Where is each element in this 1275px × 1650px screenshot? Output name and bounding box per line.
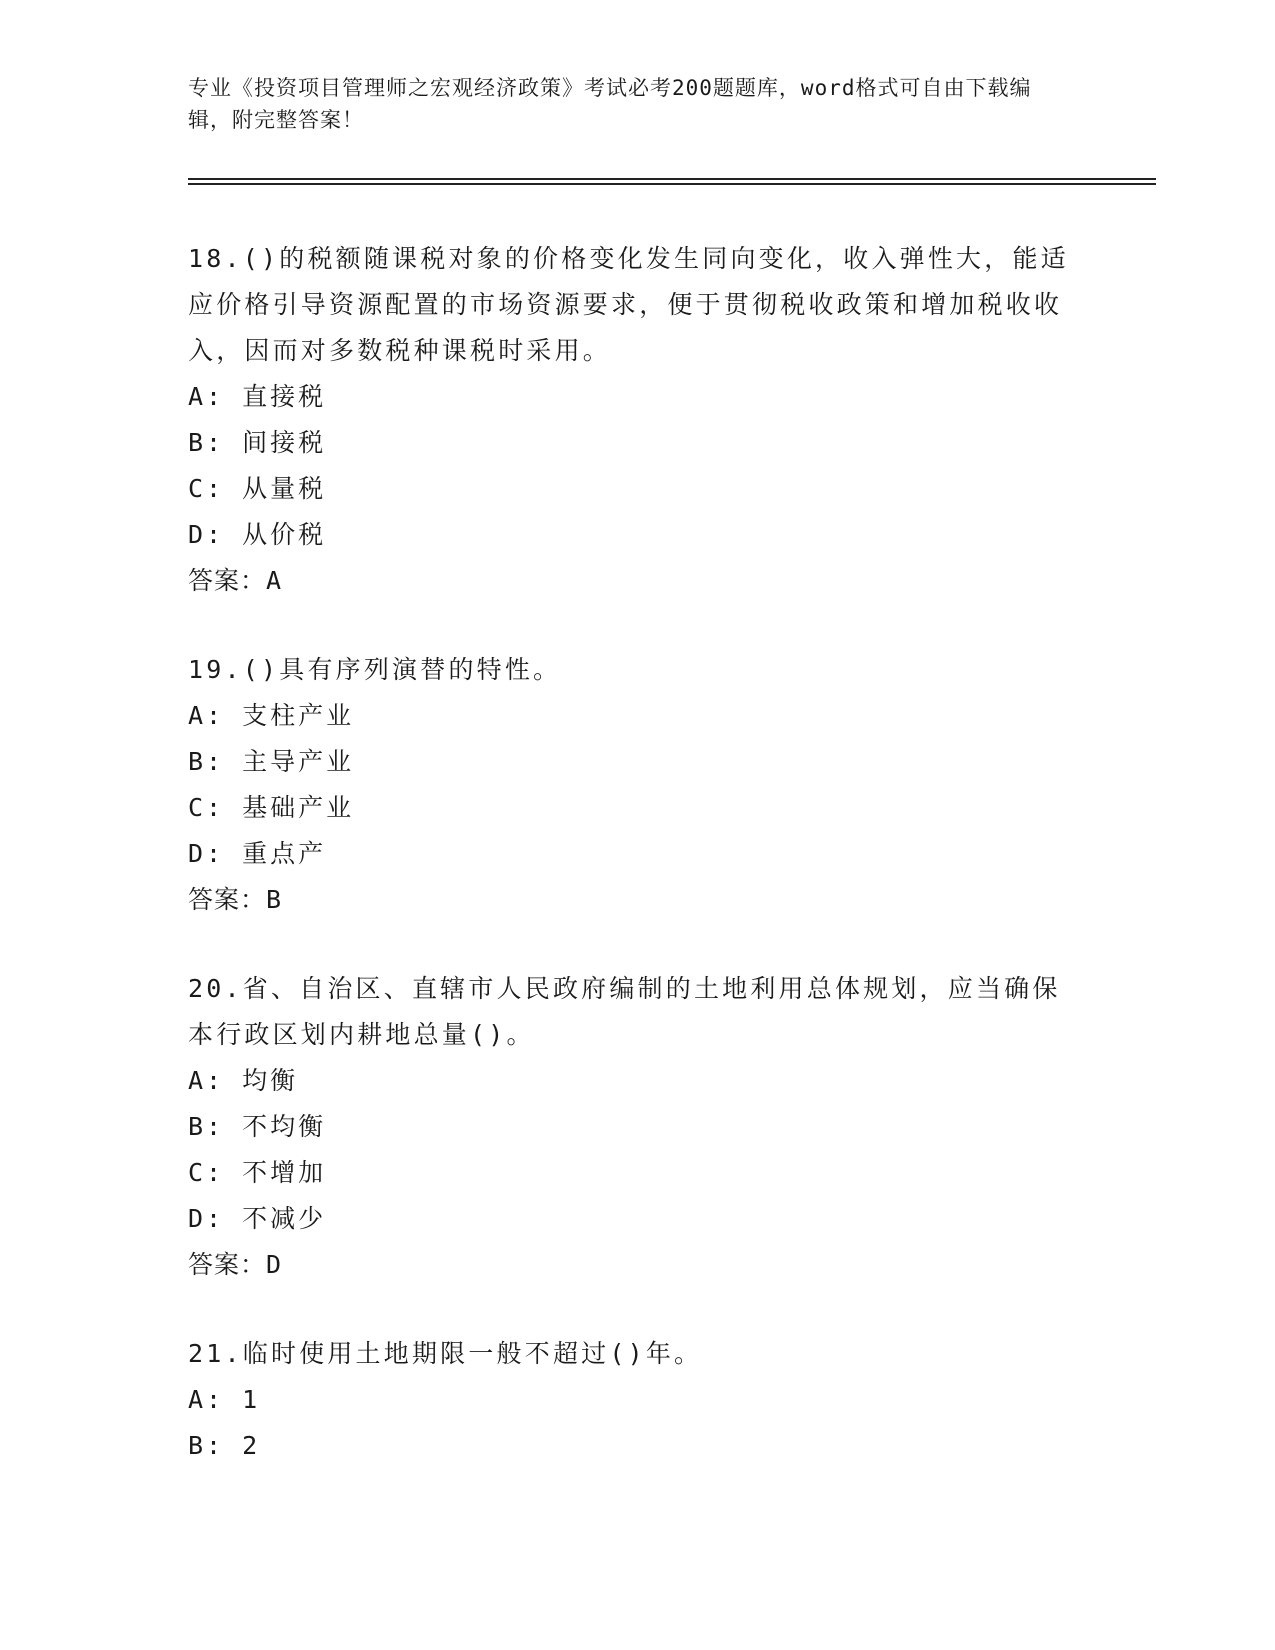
document-header: 专业《投资项目管理师之宏观经济政策》考试必考200题题库，word格式可自由下载编辑，附完整答案！ bbox=[188, 76, 1032, 132]
option-c: C: 基础产业 bbox=[188, 793, 355, 822]
header-rule-top bbox=[188, 178, 1156, 180]
option-b: B: 间接税 bbox=[188, 428, 327, 457]
answer-label: 答案： bbox=[188, 1250, 267, 1279]
option-a: A: 支柱产业 bbox=[188, 701, 355, 730]
option-d: D: 从价税 bbox=[188, 520, 327, 549]
option-c: C: 不增加 bbox=[188, 1158, 327, 1187]
answer-value: B bbox=[266, 885, 283, 914]
question-stem: 18.()的税额随课税对象的价格变化发生同向变化，收入弹性大，能适应价格引导资源配置的市场资源要求，便于贯彻税收政策和增加税收收入，因而对多数税种课税时采用。 bbox=[188, 244, 1069, 365]
option-c: C: 从量税 bbox=[188, 474, 327, 503]
option-a: A: 直接税 bbox=[188, 382, 327, 411]
question-stem: 20.省、自治区、直辖市人民政府编制的土地利用总体规划，应当确保本行政区划内耕地总量()。 bbox=[188, 974, 1061, 1049]
option-d: D: 重点产 bbox=[188, 839, 327, 868]
question-stem: 19.()具有序列演替的特性。 bbox=[188, 655, 562, 684]
answer-value: A bbox=[266, 566, 283, 595]
question-stem: 21.临时使用土地期限一般不超过()年。 bbox=[188, 1339, 703, 1368]
option-b: B: 主导产业 bbox=[188, 747, 355, 776]
answer-label: 答案： bbox=[188, 885, 267, 914]
option-b: B: 不均衡 bbox=[188, 1112, 327, 1141]
answer-line bbox=[188, 877, 1088, 923]
option-b: B: 2 bbox=[188, 1431, 261, 1460]
answer-value: D bbox=[266, 1250, 283, 1279]
answer-line bbox=[188, 558, 1088, 604]
question-19 bbox=[188, 647, 1088, 923]
answer-line bbox=[188, 1242, 1088, 1288]
header-rule-bottom bbox=[188, 183, 1156, 185]
question-21 bbox=[188, 1331, 1088, 1469]
option-a: A: 1 bbox=[188, 1385, 261, 1414]
option-a: A: 均衡 bbox=[188, 1066, 299, 1095]
question-18 bbox=[188, 236, 1088, 604]
answer-label: 答案： bbox=[188, 566, 267, 595]
question-20 bbox=[188, 966, 1088, 1288]
option-d: D: 不减少 bbox=[188, 1204, 327, 1233]
question-list bbox=[188, 236, 1088, 1512]
